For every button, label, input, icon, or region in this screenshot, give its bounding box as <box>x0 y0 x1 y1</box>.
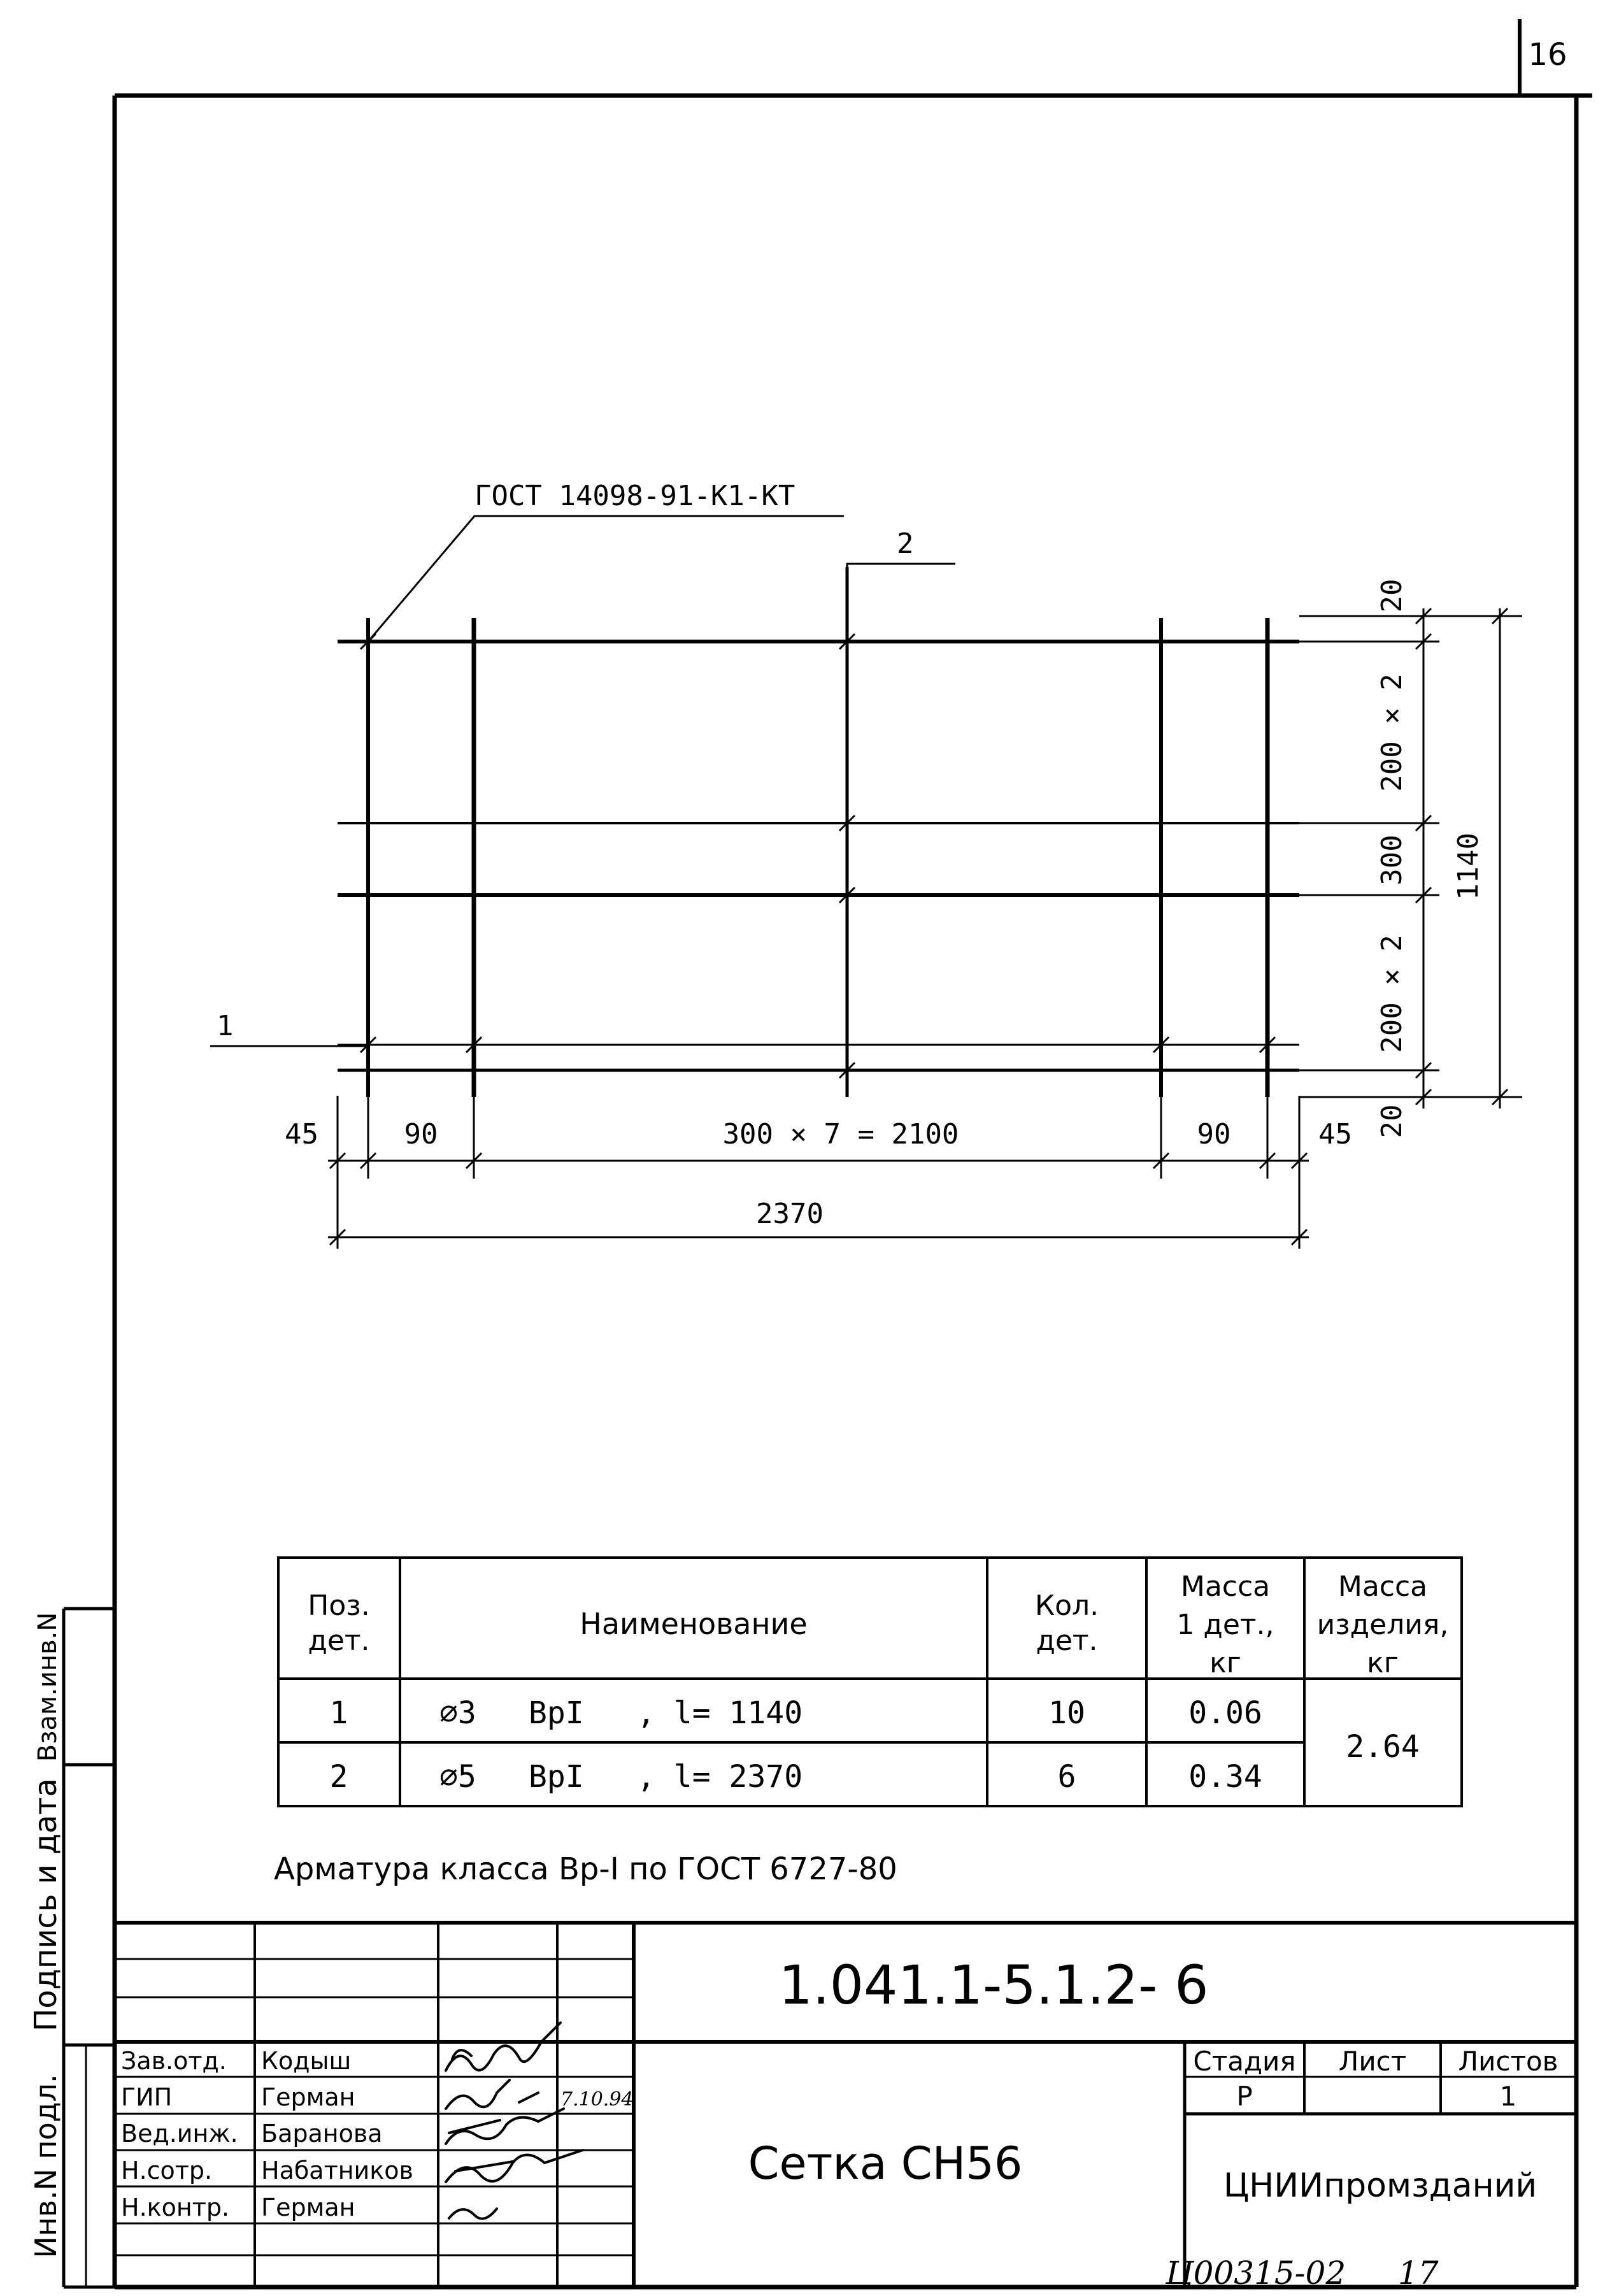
header-pos-line1: Поз. <box>308 1589 370 1622</box>
organization: ЦНИИпромзданий <box>1223 2167 1537 2205</box>
row-2-dia: ⌀5 <box>439 1759 476 1795</box>
dim-left-edge: 45 <box>285 1118 318 1151</box>
reinforcement-note: Арматура класса Вр-I по ГОСТ 6727-80 <box>274 1851 897 1887</box>
dim-total-length: 2370 <box>756 1198 824 1230</box>
position-2-label: 2 <box>897 527 914 560</box>
spec-table-row <box>330 1695 1262 1731</box>
header-qty-line1: Кол. <box>1034 1589 1099 1622</box>
role-chief-engineer: ГИП <box>121 2083 173 2111</box>
side-stamp-replacement: Взам.инв.N <box>33 1612 62 1762</box>
side-stamp-signature: Подпись и дата <box>28 1778 64 2032</box>
date-chief-engineer: 7.10.94 <box>560 2088 634 2111</box>
dim-upper-200x2: 200 × 2 <box>1376 673 1408 792</box>
side-stamp-inventory: Инв.N подл. <box>29 2074 63 2258</box>
header-mass-one-line2: 1 дет., <box>1176 1609 1274 1641</box>
row-1-length: , l= 1140 <box>637 1695 803 1731</box>
name-researcher: Набатников <box>261 2156 413 2185</box>
drawing-code: 1.041.1-5.1.2- 6 <box>778 1954 1209 2016</box>
header-name: Наименование <box>580 1607 808 1641</box>
header-mass-one-line1: Масса <box>1180 1570 1271 1603</box>
side-stamp-grid <box>64 1609 115 2287</box>
header-pos-line2: дет. <box>308 1625 370 1657</box>
dim-right-90: 90 <box>1197 1118 1231 1151</box>
header-mass-one-line3: кг <box>1209 1647 1241 1679</box>
row-2-mass: 0.34 <box>1188 1759 1262 1795</box>
dim-right-edge: 45 <box>1318 1118 1352 1151</box>
name-chief-engineer: Герман <box>261 2083 355 2111</box>
role-norm-control: Н.контр. <box>121 2193 230 2221</box>
sheet-label: Лист <box>1338 2046 1407 2077</box>
header-mass-total-line2: изделия, <box>1316 1609 1449 1641</box>
stage-value: Р <box>1236 2081 1253 2112</box>
vertical-dimensions <box>1299 608 1522 1109</box>
dim-300: 300 <box>1376 835 1408 886</box>
total-mass: 2.64 <box>1346 1729 1420 1765</box>
name-lead-engineer: Баранова <box>261 2120 383 2148</box>
row-1-dia: ⌀3 <box>439 1695 476 1731</box>
sheet-number: 16 <box>1528 37 1567 73</box>
position-1-label: 1 <box>217 1010 234 1042</box>
name-norm-control: Герман <box>261 2193 355 2221</box>
dim-bottom-20: 20 <box>1376 1104 1408 1138</box>
dim-total-height: 1140 <box>1452 833 1485 900</box>
mesh-drawing <box>210 516 1299 1097</box>
row-1-class: ВрI <box>529 1695 584 1731</box>
role-lead-engineer: Вед.инж. <box>121 2120 238 2148</box>
header-mass-total-line3: кг <box>1367 1647 1399 1679</box>
spec-table-row <box>330 1759 1262 1795</box>
archive-page: 17 <box>1398 2255 1439 2292</box>
role-head-of-dept: Зав.отд. <box>121 2047 227 2075</box>
header-mass-total-line1: Масса <box>1337 1570 1428 1603</box>
row-1-pos: 1 <box>329 1695 348 1731</box>
row-2-pos: 2 <box>329 1759 348 1795</box>
spec-table-header <box>308 1570 1448 1679</box>
sheet-frame <box>115 19 1592 2287</box>
name-head-of-dept: Кодыш <box>261 2047 352 2075</box>
dim-left-90: 90 <box>404 1118 438 1151</box>
row-2-qty: 6 <box>1057 1759 1076 1795</box>
row-1-qty: 10 <box>1048 1695 1085 1731</box>
weld-note: ГОСТ 14098-91-К1-КТ <box>474 480 795 512</box>
dim-middle: 300 × 7 = 2100 <box>722 1118 959 1151</box>
archive-number: Ц00315-02 <box>1166 2255 1346 2292</box>
dim-lower-200x2: 200 × 2 <box>1376 935 1408 1053</box>
header-qty-line2: дет. <box>1036 1625 1098 1657</box>
row-2-length: , l= 2370 <box>637 1759 803 1795</box>
sheets-label: Листов <box>1458 2046 1558 2077</box>
role-researcher: Н.сотр. <box>121 2156 213 2185</box>
row-1-mass: 0.06 <box>1188 1695 1262 1731</box>
drawing-title: Сетка СН56 <box>748 2137 1023 2190</box>
dim-top-20: 20 <box>1376 578 1408 613</box>
sheets-value: 1 <box>1499 2081 1517 2112</box>
stage-label: Стадия <box>1193 2046 1296 2077</box>
handwritten-signatures <box>446 2023 583 2219</box>
row-2-class: ВрI <box>529 1759 584 1795</box>
